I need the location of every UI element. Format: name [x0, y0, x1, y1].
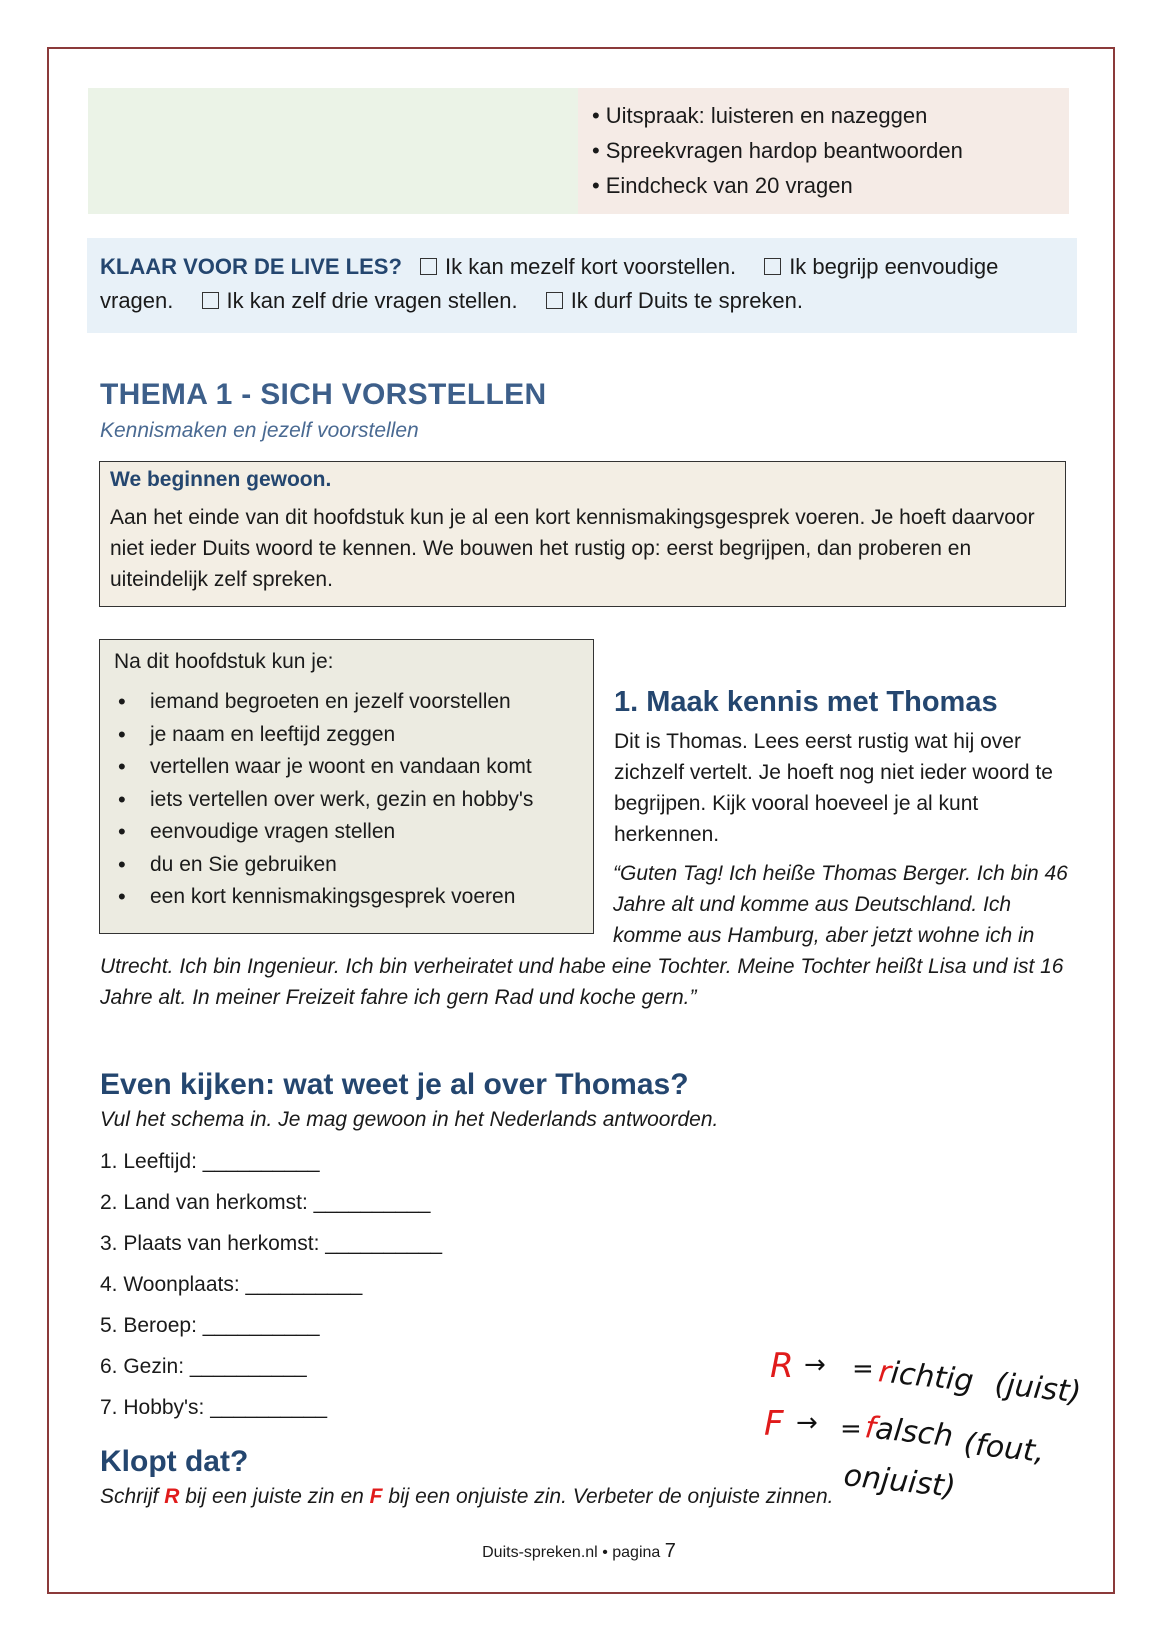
- section-1-text: Dit is Thomas. Lees eerst rustig wat hij over zichzelf vertelt. Je hoeft nog niet ieder woord te begrijpen. Kijk vooral hoeveel je al kunt herkennen.: [614, 730, 1053, 846]
- goal-item: • vertellen waar je woont en vandaan komt: [114, 751, 579, 784]
- note-richtig: richtig: [876, 1354, 976, 1400]
- page-footer: [0, 1540, 1158, 1563]
- note-r-arrow: →: [804, 1350, 826, 1380]
- r-marker: R: [164, 1485, 180, 1508]
- checkbox[interactable]: [420, 258, 437, 275]
- goal-item: • een kort kennismakingsgesprek voeren: [114, 881, 579, 914]
- readiness-check-box: [87, 238, 1077, 333]
- schema-title: Even kijken: wat weet je al over Thomas?: [100, 1068, 689, 1101]
- check-label: Ik durf Duits te spreken.: [570, 288, 804, 313]
- check-label: Ik kan zelf drie vragen stellen.: [226, 288, 518, 313]
- intro-title: We beginnen gewoon.: [110, 468, 332, 491]
- footer-separator: •: [602, 1544, 608, 1561]
- instruction-text: bij een juiste zin en: [179, 1485, 370, 1508]
- note-falsch: falsch: [863, 1410, 955, 1455]
- note-r-letter: R: [770, 1346, 794, 1386]
- thomas-quote-block: [100, 858, 1070, 1048]
- footer-site: Duits-spreken.nl: [482, 1544, 598, 1561]
- footer-page-number: 7: [664, 1540, 676, 1562]
- goal-item: • je naam en leeftijd zeggen: [114, 719, 579, 752]
- summary-item: • Spreekvragen hardop beantwoorden: [592, 133, 1055, 168]
- check-label: Ik kan mezelf kort voorstellen.: [445, 254, 737, 279]
- instruction-text: Schrijf: [100, 1485, 165, 1508]
- f-marker: F: [369, 1485, 383, 1508]
- schema-item[interactable]: 1. Leeftijd: __________: [100, 1150, 320, 1173]
- theme-title: THEMA 1 - SICH VORSTELLEN: [100, 378, 547, 411]
- thomas-quote: “Guten Tag! Ich heiße Thomas Berger. Ich bin 46 Jahre alt und komme aus Deutschland. Ich komme aus Hamburg, aber jetzt wohne ich in Utrecht. Ich bin Ingenieur. Ich bin verheiratet und habe eine Tochter. Meine Tochter heißt Lisa und ist 16 Jahre alt. In meiner Freizeit fahre ich gern Rad und koche gern.”: [100, 862, 1068, 1009]
- pink-panel: [578, 88, 1069, 214]
- footer-page-label: pagina: [612, 1544, 661, 1561]
- check-item[interactable]: [420, 254, 736, 279]
- check-label: Ik begrijp eenvoudige vragen.: [100, 254, 999, 313]
- intro-box: [99, 461, 1066, 607]
- instruction-text: bij een onjuiste zin. Verbeter de onjuiste zinnen.: [382, 1485, 834, 1508]
- note-f-equals: =: [840, 1414, 862, 1444]
- section-1-title: 1. Maak kennis met Thomas: [614, 686, 998, 718]
- summary-item: • Uitspraak: luisteren en nazeggen: [592, 98, 1055, 133]
- schema-subtitle: Vul het schema in. Je mag gewoon in het Nederlands antwoorden.: [100, 1108, 719, 1131]
- schema-item[interactable]: 3. Plaats van herkomst: __________: [100, 1232, 443, 1255]
- intro-text: Aan het einde van dit hoofdstuk kun je al een kort kennismakingsgesprek voeren. Je hoeft daarvoor niet ieder Duits woord te kennen. We bouwen het rustig op: eerst begrijpen, dan proberen en uiteindelijk zelf spreken.: [110, 506, 1035, 591]
- green-panel: [88, 88, 578, 214]
- schema-item[interactable]: 5. Beroep: __________: [100, 1314, 320, 1337]
- check-item[interactable]: [546, 288, 803, 313]
- schema-item[interactable]: 2. Land van herkomst: __________: [100, 1191, 431, 1214]
- checkbox[interactable]: [546, 292, 563, 309]
- note-f-paren2: onjuist): [842, 1458, 958, 1505]
- readiness-title: KLAAR VOOR DE LIVE LES?: [100, 254, 402, 279]
- summary-list: [592, 98, 1055, 203]
- goal-item: • iets vertellen over werk, gezin en hobby's: [114, 784, 579, 817]
- goal-item: • du en Sie gebruiken: [114, 849, 579, 882]
- schema-item[interactable]: 4. Woonplaats: __________: [100, 1273, 363, 1296]
- summary-item: • Eindcheck van 20 vragen: [592, 168, 1055, 203]
- klopt-instruction: [100, 1485, 834, 1509]
- top-summary-band: [88, 88, 1069, 214]
- schema-item[interactable]: 6. Gezin: __________: [100, 1355, 307, 1378]
- note-r-paren: (juist): [993, 1366, 1083, 1411]
- handwritten-note: [760, 1325, 1115, 1540]
- schema-list: [100, 1148, 442, 1435]
- schema-item[interactable]: 7. Hobby's: __________: [100, 1396, 328, 1419]
- goals-heading: Na dit hoofdstuk kun je:: [114, 650, 334, 673]
- goal-item: • iemand begroeten en jezelf voorstellen: [114, 686, 579, 719]
- note-f-letter: F: [764, 1404, 784, 1444]
- check-item[interactable]: [202, 288, 518, 313]
- goal-item: • eenvoudige vragen stellen: [114, 816, 579, 849]
- note-r-equals: =: [852, 1354, 874, 1384]
- checkbox[interactable]: [202, 292, 219, 309]
- theme-subtitle: Kennismaken en jezelf voorstellen: [100, 419, 419, 442]
- note-f-arrow: →: [796, 1408, 818, 1438]
- note-f-paren: (fout,: [961, 1426, 1047, 1470]
- klopt-title: Klopt dat?: [100, 1445, 249, 1478]
- checkbox[interactable]: [764, 258, 781, 275]
